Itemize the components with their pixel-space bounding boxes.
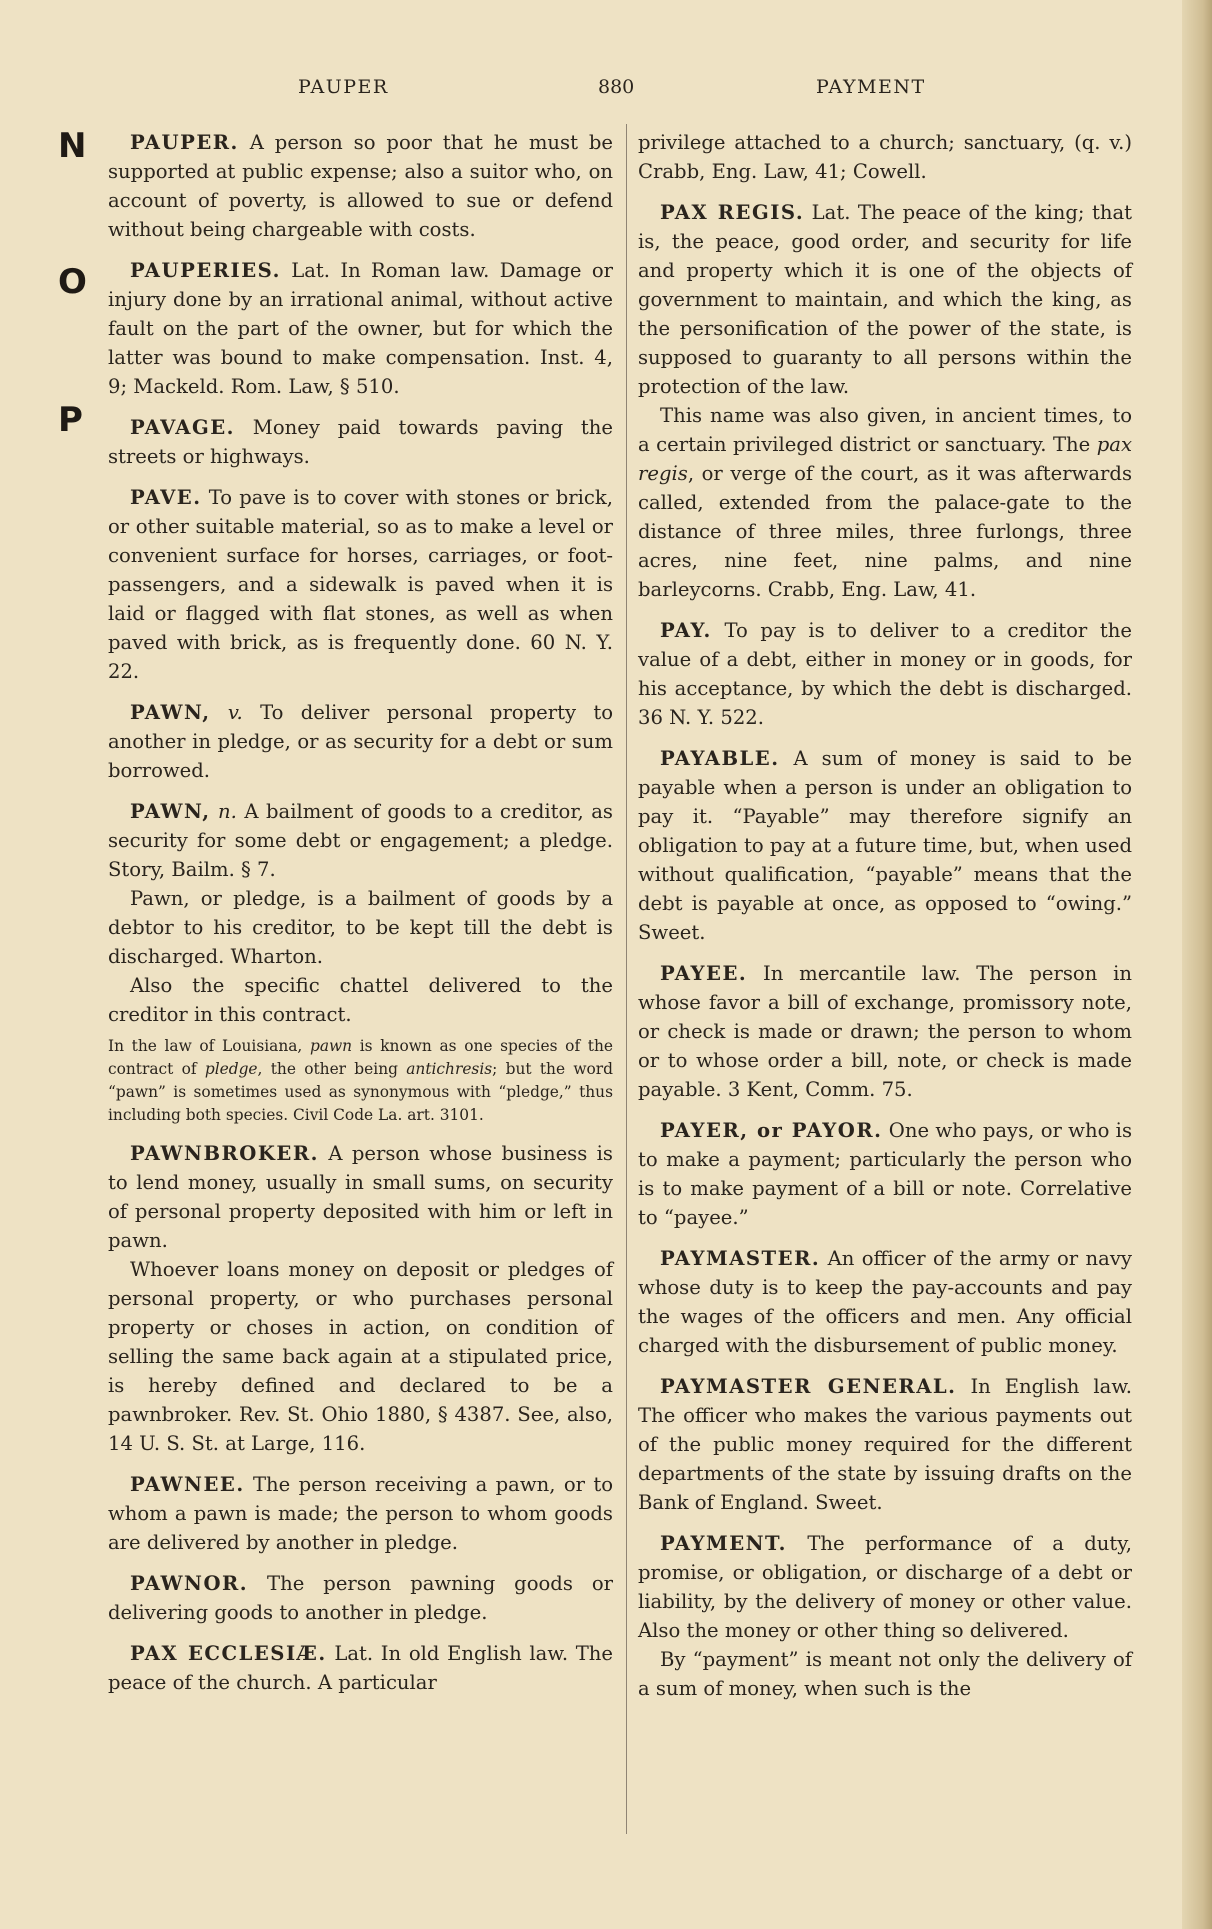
continued-definition: privilege attached to a church; sanctuary, (q. v.) Crabb, Eng. Law, 41; Cowell. [638,131,1132,183]
header-last-word: PAYMENT [816,76,926,98]
part-of-speech: v. [210,701,243,724]
headword: PAUPERIES. [130,259,281,282]
entry-pawn-verb [108,698,613,785]
headword: PAWN, [130,800,211,823]
headword: PAUPER. [130,131,239,154]
headword: PAYMASTER. [660,1247,821,1270]
headword: PAYER, or PAYOR. [660,1119,883,1142]
entry-payment [638,1529,1132,1645]
entry-paragraph: Also the specific chattel delivered to the creditor in this contract. [108,974,613,1026]
headword: PAWNBROKER. [130,1142,319,1165]
entry-pauper [108,128,613,244]
entry-pauperies [108,256,613,401]
entry-paragraph: Pawn, or pledge, is a bailment of goods by a debtor to his creditor, to be kept till the debt is discharged. Wharton. [108,887,613,968]
entry-pax-regis [638,198,1132,401]
entry-pax-ecclesiae [108,1639,613,1697]
definition: Money paid towards paving the streets or highways. [108,416,613,468]
headword: PAWNEE. [130,1473,245,1496]
entry-pawn-noun [108,797,613,884]
entry-pawnor [108,1569,613,1627]
left-column [108,128,613,1709]
headword: PAVAGE. [130,416,235,439]
headword: PAYABLE. [660,747,780,770]
definition: Lat. In old English law. The peace of the church. A particular [108,1642,613,1694]
headword: PAVE. [130,486,202,509]
thumb-index-letter[interactable]: O [58,262,87,302]
entry-payable [638,744,1132,947]
column-divider [626,124,627,1834]
page-number: 880 [598,76,635,98]
entry-pavage [108,413,613,471]
headword: PAYMENT. [660,1532,787,1555]
entry-paymaster [638,1244,1132,1360]
page-edge [1182,0,1212,1929]
thumb-index-letter[interactable]: N [58,126,87,166]
definition: In mercantile law. The person in whose favor a bill of exchange, promissory note, or check is made or drawn; the person to whom or to whose order a bill, note, or check is made payable. 3 Kent, Comm. 75. [638,962,1132,1101]
right-column [638,128,1132,1703]
definition: The person pawning goods or delivering goods to another in pledge. [108,1572,613,1624]
definition: A bailment of goods to a creditor, as security for some debt or engagement; a pledge. Story, Bailm. § 7. [108,800,613,881]
definition: A sum of money is said to be payable when a person is under an obligation to pay it. “Payable” may therefore signify an obligation to pay at a future time, but, when used without qualification, “payable” means that the debt is payable at once, as opposed to “owing.” Sweet. [638,747,1132,944]
definition: To pay is to deliver to a creditor the value of a debt, either in money or in goods, for his acceptance, by which the debt is discharged. 36 N. Y. 522. [638,619,1132,729]
definition: The person receiving a pawn, or to whom a pawn is made; the person to whom goods are delivered by another in pledge. [108,1473,613,1554]
definition: A person whose business is to lend money, usually in small sums, on security of personal property deposited with him or left in pawn. [108,1142,613,1252]
part-of-speech: n. [210,800,237,823]
entry-pave [108,483,613,686]
entry-pawnbroker [108,1139,613,1255]
entry-paymaster-general [638,1372,1132,1517]
thumb-index-letter[interactable]: P [58,400,83,440]
headword: PAX ECCLESIÆ. [130,1642,327,1665]
definition: A person so poor that he must be supported at public expense; also a suitor who, on account of poverty, is allowed to sue or defend without being chargeable with costs. [108,131,613,241]
definition: Lat. The peace of the king; that is, the peace, good order, and security for life and property which it is one of the objects of government to maintain, and which the king, as the personification of the power of the state, is supposed to guaranty to all persons within the protection of the law. [638,201,1132,398]
entry-paragraph: By “payment” is meant not only the delivery of a sum of money, when such is the [638,1648,1132,1700]
headword: PAY. [660,619,712,642]
definition: Lat. In Roman law. Damage or injury done by an irrational animal, without active fault on the part of the owner, but for which the latter was bound to make compensation. Inst. 4, 9; Mackeld. Rom. Law, § 510. [108,259,613,398]
definition: To deliver personal property to another in pledge, or as security for a debt or sum borrowed. [108,701,614,782]
headword: PAX REGIS. [660,201,805,224]
definition: To pave is to cover with stones or brick, or other suitable material, so as to make a level or convenient surface for horses, carriages, or foot-passengers, and a sidewalk is paved when it is laid or flagged with flat stones, as well as when paved with brick, as is frequently done. 60 N. Y. 22. [108,486,613,683]
definition: The performance of a duty, promise, or obligation, or discharge of a debt or liability, by the delivery of money or other value. Also the money or other thing so delivered. [638,1532,1132,1642]
header-first-word: PAUPER [298,76,389,98]
entry-note: In the law of Louisiana, pawn is known as one species of the contract of pledge, the other being antichresis; but the word “pawn” is sometimes used as synonymous with “pledge,” thus including both species. Civil Code La. art. 3101. [108,1037,613,1124]
definition: An officer of the army or navy whose duty is to keep the pay-accounts and pay the wages of the officers and men. Any official charged with the disbursement of public money. [638,1247,1132,1357]
entry-pawnee [108,1470,613,1557]
entry-payer [638,1116,1132,1232]
entry-pay [638,616,1132,732]
headword: PAYMASTER GENERAL. [660,1375,957,1398]
entry-paragraph: This name was also given, in ancient times, to a certain privileged district or sanctuary. The pax regis, or verge of the court, as it was afterwards called, extended from the palace-gate to the distance of three miles, three furlongs, three acres, nine feet, nine palms, and nine barleycorns. Crabb, Eng. Law, 41. [638,404,1132,601]
entry-payee [638,959,1132,1104]
headword: PAWN, [130,701,211,724]
headword: PAYEE. [660,962,748,985]
headword: PAWNOR. [130,1572,249,1595]
definition: One who pays, or who is to make a payment; particularly the person who is to make payment of a bill or note. Correlative to “payee.” [638,1119,1132,1229]
running-header [0,76,1212,106]
definition: In English law. The officer who makes the various payments out of the public money required for the different departments of the state by issuing drafts on the Bank of England. Sweet. [638,1375,1132,1514]
entry-paragraph: Whoever loans money on deposit or pledges of personal property, or who purchases personal property or choses in action, on condition of selling the same back again at a stipulated price, is hereby defined and declared to be a pawnbroker. Rev. St. Ohio 1880, § 4387. See, also, 14 U. S. St. at Large, 116. [108,1258,613,1455]
